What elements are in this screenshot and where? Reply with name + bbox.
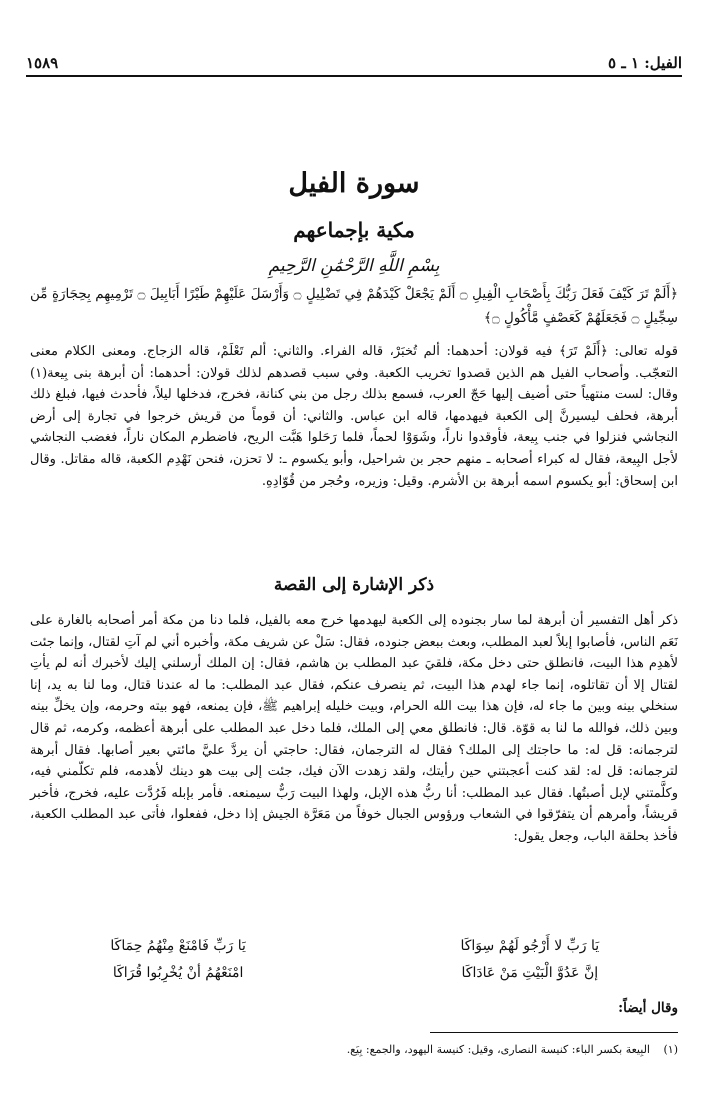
surah-title: سورة الفيل [288,168,420,199]
running-head [26,46,682,72]
also-said-label: وقال أيضاً: [618,1000,678,1016]
poem-hemistich: امْنَعْهُمُ أنْ يُخْرِبُوا قُرَاكَا [112,964,244,981]
poem-hemistich: إنَّ عَدُوَّ الْبَيْتِ مَنْ عَادَاكَا [461,964,599,981]
poem-hemistich: يَا رَبِّ لا أَرْجُو لَهُمْ سِوَاكَا [460,937,600,954]
poem-line [40,932,668,959]
poem-line [40,959,668,986]
footnote [30,1042,678,1058]
page-number: ١٥٨٩ [26,54,59,72]
story-paragraph: ذكر أهل التفسير أن أبرهة لما سار بجنوده إلى الكعبة ليهدمها خرج معه بالفيل، فلما دنا من مكة أمر أصحابه بالغارة على نَعَم الناس، فأصابوا إبلاً لعبد المطلب، وبعث ببعض جنوده، فقال: سَلْ عن شريف مكة، وأخبره أني لم آتِ لقتال، وإنما جئت لأهدِم هذا البيت، فانطلق حتى دخل مكة، فلقيَ عبد المطلب بن هاشم، فقال: إن الملك أرسلني إليك لأخبرك أنه لم يأتِ لقتال إلا أن تقاتلوه، إنما جاء لهدم هذا البيت، ثم ينصرف عنكم، فقال عبد المطلب: ما له عندنا قتال، وما لنا به يد، إنا سنخلي بينه وبين ما جاء له، فإن هذا بيت الله الحرام، وبيت خليله إبراهيم ﷺ، فإن يمنعه، فهو بيته وحرمه، وإن يخلِّ بينه وبين ذلك، فوالله ما لنا به قوّة. قال: فانطلق معي إلى الملك، فلما دخل عبد المطلب على أبرهة أعظمه، وكرمه، ثم قال لترجمانه: قل له: ما حاجتك إلى الملك؟ فقال له الترجمان، فقال: حاجتي أن يردَّ عليَّ مائتي بعير أصابها. فقال أبرهة لترجمانه: قل له: لقد كنت أعجبتني حين رأيتك، ولقد زهدت الآن فيك، جئت إلى بيت هو دينك لأهدمه، فلم تكلّمني فيه، وكلَّمتني لإبل أصبتُها. فقال عبد المطلب: أنا ربُّ هذه الإبل، ولهذا البيت رَبٌّ سيمنعه. فأمر بإبله فَرُدَّت عليه، فخرج، فأخبر قريشاً، وأمرهم أن يتفرّقوا في الشعاب ورؤوس الجبال خوفاً من مَعَرَّة الجيش إذا دخل، ففعلوا، فأتى عبد المطلب الكعبة، فأخذ بحلقة الباب، وجعل يقول: [30,613,678,844]
quran-verses: ﴿أَلَمْ تَرَ كَيْفَ فَعَلَ رَبُّكَ بِأَصْحَابِ الْفِيلِ ۝ أَلَمْ يَجْعَلْ كَيْدَهُمْ فِي تَضْلِيلٍ ۝ وَأَرْسَلَ عَلَيْهِمْ طَيْرًا أَبَابِيلَ ۝ تَرْمِيهِم بِحِجَارَةٍ مِّن سِجِّيلٍ ۝ فَجَعَلَهُمْ كَعَصْفٍ مَّأْكُولٍ ۝﴾ [30,286,678,326]
footnote-rule [430,1032,678,1033]
header-rule [26,75,682,77]
surah-subtitle: مكية بإجماعهم [293,218,415,242]
commentary-paragraph: قوله تعالى: ﴿أَلَمْ تَرَ﴾ فيه قولان: أحدهما: ألم تُخبَرْ، قاله الفراء. والثاني: ألم تَعْلَمْ، قاله الزجاج. ومعنى الكلام معنى التعجّب. وأصحاب الفيل هم الذين قصدوا تخريب الكعبة. وفي سبب قصدهم لذلك قولان: أحدهما: أن أبرهة بنى بِيعة(١) وقال: لست منتهياً حتى أضيف إليها حَجّ العرب، فسمع بذلك رجل من بني كنانة، فخرج، فدخلها ليلاً، فأحدث فيها، فبلغ ذلك أبرهة، فحلف ليسيرنَّ إلى الكعبة فيهدمها، قاله ابن عباس. والثاني: أن قوماً من قريش خرجوا في تجارة إلى أرض النجاشي فنزلوا في جنب بِيعة، فأوقدوا ناراً، وشَوَوْا لحماً، فلما رَحَلوا هَبَّت الريح، فاضطرم المكان ناراً، فغضب النجاشي لأجل البِيعة، فقال له كبراء أصحابه ـ منهم حجر بن شراحيل، وأبو يكسوم ـ: لا تحزن، فنحن نَهْدِم الكعبة، قاله مقاتل. وقال ابن إسحاق: أبو يكسوم اسمه أبرهة بن الأشرم. وقيل: وزيره، وحُجر من قُوّادِهِ. [30,344,678,489]
poem-hemistich: يَا رَبِّ فَامْنَعْ مِنْهُمُ حِمَاكَا [110,937,246,954]
section-heading: ذكر الإشارة إلى القصة [273,575,435,595]
surah-reference: الفيل: ١ ـ ٥ [608,54,682,72]
poem [40,932,668,986]
footnote-text: البِيعة بكسر الباء: كنيسة النصارى، وقيل: كنيسة اليهود، والجمع: بِيَع. [346,1043,650,1056]
footnote-number: (١) [663,1043,678,1056]
basmala: بِسْمِ اللَّهِ الرَّحْمَٰنِ الرَّحِيمِ [268,256,440,276]
